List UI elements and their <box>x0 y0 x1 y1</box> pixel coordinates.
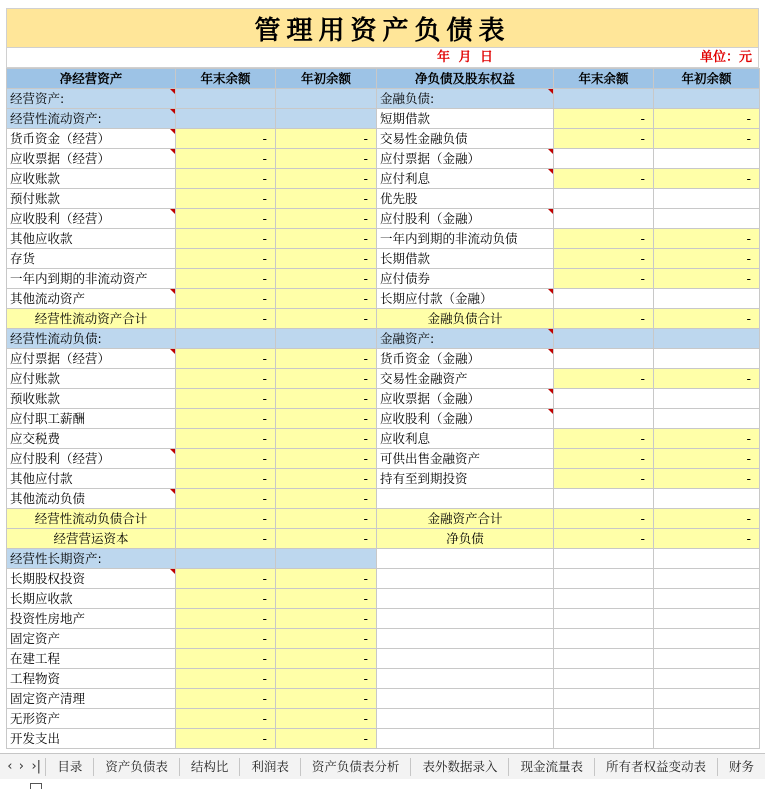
asset-end-balance-cell[interactable] <box>176 329 276 349</box>
liability-label-cell[interactable] <box>377 549 554 569</box>
asset-begin-balance-cell[interactable]: - <box>276 509 377 529</box>
table-row <box>7 89 760 109</box>
liability-begin-balance-cell[interactable] <box>654 389 760 409</box>
asset-end-balance-cell[interactable]: - <box>176 189 276 209</box>
asset-begin-balance-cell[interactable] <box>276 549 377 569</box>
asset-label-cell[interactable]: 应收票据（经营） <box>7 149 176 169</box>
liability-label-cell[interactable]: 应付债券 <box>377 269 554 289</box>
liability-label-cell[interactable] <box>377 709 554 729</box>
liability-begin-balance-cell[interactable]: - <box>654 129 760 149</box>
asset-begin-balance-cell[interactable]: - <box>276 669 377 689</box>
title-cell[interactable] <box>6 8 759 48</box>
liability-end-balance-cell[interactable]: - <box>554 109 654 129</box>
liability-label-cell[interactable]: 货币资金（金融） <box>377 349 554 369</box>
table-row <box>7 729 760 749</box>
liability-label-cell[interactable]: 短期借款 <box>377 109 554 129</box>
table-row <box>7 569 760 589</box>
asset-label-cell[interactable]: 其他流动资产 <box>7 289 176 309</box>
table-row <box>7 409 760 429</box>
table-row <box>7 669 760 689</box>
sheet-tab[interactable]: 财务 <box>717 758 765 776</box>
asset-begin-balance-cell[interactable]: - <box>276 589 377 609</box>
asset-begin-balance-cell[interactable]: - <box>276 209 377 229</box>
liability-begin-balance-cell[interactable] <box>654 189 760 209</box>
table-row <box>7 229 760 249</box>
liability-end-balance-cell[interactable] <box>554 569 654 589</box>
table-row <box>7 129 760 149</box>
liability-end-balance-cell[interactable] <box>554 349 654 369</box>
liability-label-cell[interactable]: 金融资产: <box>377 329 554 349</box>
liability-label-cell[interactable]: 金融资产合计 <box>377 509 554 529</box>
asset-begin-balance-cell[interactable]: - <box>276 229 377 249</box>
asset-begin-balance-cell[interactable]: - <box>276 489 377 509</box>
sheet-tab[interactable]: 目录 <box>45 758 93 776</box>
asset-label-cell[interactable]: 一年内到期的非流动资产 <box>7 269 176 289</box>
status-bar <box>0 779 765 789</box>
liability-label-cell[interactable]: 交易性金融资产 <box>377 369 554 389</box>
liability-label-cell[interactable]: 应收利息 <box>377 429 554 449</box>
liability-end-balance-cell[interactable] <box>554 669 654 689</box>
prev-sheet-icon[interactable]: ‹ <box>7 759 13 774</box>
asset-end-balance-cell[interactable]: - <box>176 229 276 249</box>
liability-end-balance-cell[interactable]: - <box>554 309 654 329</box>
asset-end-balance-cell[interactable]: - <box>176 269 276 289</box>
asset-label-cell[interactable]: 存货 <box>7 249 176 269</box>
asset-begin-balance-cell[interactable]: - <box>276 629 377 649</box>
liability-end-balance-cell[interactable] <box>554 489 654 509</box>
asset-end-balance-cell[interactable]: - <box>176 589 276 609</box>
asset-begin-balance-cell[interactable]: - <box>276 409 377 429</box>
liability-label-cell[interactable]: 可供出售金融资产 <box>377 449 554 469</box>
table-row <box>7 709 760 729</box>
liability-end-balance-cell[interactable] <box>554 89 654 109</box>
asset-begin-balance-cell[interactable]: - <box>276 149 377 169</box>
table-row <box>7 509 760 529</box>
sheet-tab[interactable]: 表外数据录入 <box>410 758 508 776</box>
balance-sheet-table <box>6 68 760 749</box>
liability-label-cell[interactable]: 应收股利（金融） <box>377 409 554 429</box>
sheet-tab-bar <box>0 753 765 779</box>
liability-label-cell[interactable] <box>377 689 554 709</box>
asset-end-balance-cell[interactable]: - <box>176 649 276 669</box>
liability-end-balance-cell[interactable] <box>554 689 654 709</box>
asset-label-cell[interactable]: 经营营运资本 <box>7 529 176 549</box>
table-row <box>7 309 760 329</box>
liability-label-cell[interactable]: 长期借款 <box>377 249 554 269</box>
sheet-tab[interactable]: 利润表 <box>239 758 300 776</box>
asset-begin-balance-cell[interactable]: - <box>276 569 377 589</box>
table-row <box>7 529 760 549</box>
asset-end-balance-cell[interactable]: - <box>176 729 276 749</box>
table-row <box>7 429 760 449</box>
asset-end-balance-cell[interactable]: - <box>176 169 276 189</box>
sheet-tab[interactable]: 资产负债表分析 <box>300 758 411 776</box>
header-cell[interactable]: 年初余额 <box>654 69 760 89</box>
asset-begin-balance-cell[interactable] <box>276 109 377 129</box>
asset-label-cell[interactable]: 货币资金（经营） <box>7 129 176 149</box>
asset-label-cell[interactable]: 工程物资 <box>7 669 176 689</box>
asset-end-balance-cell[interactable]: - <box>176 409 276 429</box>
liability-label-cell[interactable]: 金融负债合计 <box>377 309 554 329</box>
header-cell[interactable]: 净经营资产 <box>7 69 176 89</box>
liability-begin-balance-cell[interactable] <box>654 609 760 629</box>
asset-end-balance-cell[interactable]: - <box>176 569 276 589</box>
asset-begin-balance-cell[interactable]: - <box>276 709 377 729</box>
liability-begin-balance-cell[interactable]: - <box>654 509 760 529</box>
asset-end-balance-cell[interactable]: - <box>176 449 276 469</box>
liability-end-balance-cell[interactable]: - <box>554 249 654 269</box>
asset-end-balance-cell[interactable] <box>176 89 276 109</box>
asset-begin-balance-cell[interactable] <box>276 329 377 349</box>
unit-cell[interactable]: 单位：元 <box>699 50 752 65</box>
asset-label-cell[interactable]: 预收账款 <box>7 389 176 409</box>
asset-begin-balance-cell[interactable]: - <box>276 469 377 489</box>
asset-label-cell[interactable]: 经营性流动资产: <box>7 109 176 129</box>
liability-end-balance-cell[interactable] <box>554 149 654 169</box>
liability-begin-balance-cell[interactable] <box>654 649 760 669</box>
sheet-tab[interactable]: 所有者权益变动表 <box>594 758 717 776</box>
asset-label-cell[interactable]: 经营资产: <box>7 89 176 109</box>
asset-end-balance-cell[interactable]: - <box>176 369 276 389</box>
asset-begin-balance-cell[interactable]: - <box>276 369 377 389</box>
subtitle-row <box>6 48 759 68</box>
liability-begin-balance-cell[interactable] <box>654 669 760 689</box>
asset-begin-balance-cell[interactable]: - <box>276 449 377 469</box>
asset-end-balance-cell[interactable]: - <box>176 429 276 449</box>
liability-begin-balance-cell[interactable] <box>654 729 760 749</box>
table-row <box>7 369 760 389</box>
liability-end-balance-cell[interactable]: - <box>554 509 654 529</box>
asset-label-cell[interactable]: 长期股权投资 <box>7 569 176 589</box>
liability-begin-balance-cell[interactable] <box>654 569 760 589</box>
table-row <box>7 349 760 369</box>
liability-begin-balance-cell[interactable] <box>654 549 760 569</box>
liability-end-balance-cell[interactable]: - <box>554 449 654 469</box>
liability-begin-balance-cell[interactable] <box>654 589 760 609</box>
asset-label-cell[interactable]: 长期应收款 <box>7 589 176 609</box>
header-cell[interactable]: 年初余额 <box>276 69 377 89</box>
liability-end-balance-cell[interactable] <box>554 729 654 749</box>
spreadsheet <box>6 8 759 749</box>
liability-label-cell[interactable] <box>377 729 554 749</box>
table-row <box>7 689 760 709</box>
asset-begin-balance-cell[interactable]: - <box>276 689 377 709</box>
asset-label-cell[interactable]: 在建工程 <box>7 649 176 669</box>
asset-label-cell[interactable]: 无形资产 <box>7 709 176 729</box>
asset-end-balance-cell[interactable]: - <box>176 709 276 729</box>
asset-label-cell[interactable]: 经营性长期资产: <box>7 549 176 569</box>
asset-end-balance-cell[interactable] <box>176 549 276 569</box>
asset-label-cell[interactable]: 应付股利（经营） <box>7 449 176 469</box>
asset-label-cell[interactable]: 经营性流动负债: <box>7 329 176 349</box>
liability-end-balance-cell[interactable] <box>554 289 654 309</box>
table-row <box>7 109 760 129</box>
table-row <box>7 649 760 669</box>
liability-end-balance-cell[interactable] <box>554 329 654 349</box>
table-row <box>7 249 760 269</box>
asset-end-balance-cell[interactable] <box>176 109 276 129</box>
asset-end-balance-cell[interactable]: - <box>176 129 276 149</box>
header-cell[interactable]: 净负债及股东权益 <box>377 69 554 89</box>
table-row <box>7 169 760 189</box>
asset-end-balance-cell[interactable]: - <box>176 469 276 489</box>
asset-label-cell[interactable]: 应收股利（经营） <box>7 209 176 229</box>
table-row <box>7 389 760 409</box>
liability-begin-balance-cell[interactable] <box>654 349 760 369</box>
asset-label-cell[interactable]: 固定资产清理 <box>7 689 176 709</box>
liability-label-cell[interactable]: 交易性金融负债 <box>377 129 554 149</box>
table-row <box>7 469 760 489</box>
asset-end-balance-cell[interactable]: - <box>176 489 276 509</box>
liability-end-balance-cell[interactable] <box>554 549 654 569</box>
liability-begin-balance-cell[interactable]: - <box>654 449 760 469</box>
table-row <box>7 329 760 349</box>
header-cell[interactable]: 年末余额 <box>554 69 654 89</box>
asset-begin-balance-cell[interactable]: - <box>276 309 377 329</box>
liability-begin-balance-cell[interactable]: - <box>654 109 760 129</box>
asset-begin-balance-cell[interactable]: - <box>276 729 377 749</box>
sheet-title: 管理用资产负债表 <box>254 15 511 46</box>
liability-end-balance-cell[interactable]: - <box>554 469 654 489</box>
liability-begin-balance-cell[interactable] <box>654 489 760 509</box>
liability-label-cell[interactable]: 净负债 <box>377 529 554 549</box>
liability-label-cell[interactable] <box>377 669 554 689</box>
header-cell[interactable]: 年末余额 <box>176 69 276 89</box>
liability-label-cell[interactable] <box>377 609 554 629</box>
asset-label-cell[interactable]: 应付票据（经营） <box>7 349 176 369</box>
asset-label-cell[interactable]: 预付账款 <box>7 189 176 209</box>
asset-begin-balance-cell[interactable]: - <box>276 189 377 209</box>
asset-begin-balance-cell[interactable]: - <box>276 349 377 369</box>
liability-begin-balance-cell[interactable] <box>654 689 760 709</box>
liability-begin-balance-cell[interactable] <box>654 709 760 729</box>
table-row <box>7 489 760 509</box>
asset-label-cell[interactable]: 其他应收款 <box>7 229 176 249</box>
asset-label-cell[interactable]: 其他应付款 <box>7 469 176 489</box>
liability-end-balance-cell[interactable] <box>554 209 654 229</box>
liability-end-balance-cell[interactable] <box>554 409 654 429</box>
liability-label-cell[interactable]: 金融负债: <box>377 89 554 109</box>
liability-label-cell[interactable] <box>377 489 554 509</box>
sheet-tab[interactable]: 现金流量表 <box>508 758 594 776</box>
liability-begin-balance-cell[interactable]: - <box>654 309 760 329</box>
asset-begin-balance-cell[interactable]: - <box>276 429 377 449</box>
asset-end-balance-cell[interactable]: - <box>176 209 276 229</box>
liability-end-balance-cell[interactable] <box>554 609 654 629</box>
liability-begin-balance-cell[interactable] <box>654 409 760 429</box>
liability-begin-balance-cell[interactable] <box>654 209 760 229</box>
liability-label-cell[interactable]: 应付票据（金融） <box>377 149 554 169</box>
liability-end-balance-cell[interactable]: - <box>554 229 654 249</box>
liability-begin-balance-cell[interactable] <box>654 89 760 109</box>
asset-begin-balance-cell[interactable]: - <box>276 269 377 289</box>
sheet-tab[interactable]: 结构比 <box>179 758 240 776</box>
asset-end-balance-cell[interactable]: - <box>176 689 276 709</box>
liability-begin-balance-cell[interactable]: - <box>654 529 760 549</box>
sheet-view-icon[interactable] <box>30 783 42 789</box>
liability-begin-balance-cell[interactable] <box>654 289 760 309</box>
liability-begin-balance-cell[interactable]: - <box>654 269 760 289</box>
asset-label-cell[interactable]: 开发支出 <box>7 729 176 749</box>
liability-label-cell[interactable]: 长期应付款（金融） <box>377 289 554 309</box>
liability-label-cell[interactable] <box>377 589 554 609</box>
liability-label-cell[interactable]: 一年内到期的非流动负债 <box>377 229 554 249</box>
asset-begin-balance-cell[interactable] <box>276 89 377 109</box>
table-row <box>7 269 760 289</box>
liability-end-balance-cell[interactable] <box>554 629 654 649</box>
asset-begin-balance-cell[interactable]: - <box>276 609 377 629</box>
liability-begin-balance-cell[interactable]: - <box>654 429 760 449</box>
table-row <box>7 589 760 609</box>
liability-begin-balance-cell[interactable]: - <box>654 229 760 249</box>
asset-label-cell[interactable]: 固定资产 <box>7 629 176 649</box>
liability-begin-balance-cell[interactable]: - <box>654 469 760 489</box>
asset-end-balance-cell[interactable]: - <box>176 309 276 329</box>
liability-begin-balance-cell[interactable]: - <box>654 249 760 269</box>
asset-end-balance-cell[interactable]: - <box>176 669 276 689</box>
liability-end-balance-cell[interactable] <box>554 189 654 209</box>
asset-begin-balance-cell[interactable]: - <box>276 129 377 149</box>
asset-begin-balance-cell[interactable]: - <box>276 529 377 549</box>
table-row <box>7 629 760 649</box>
liability-label-cell[interactable]: 应付利息 <box>377 169 554 189</box>
liability-label-cell[interactable] <box>377 649 554 669</box>
next-sheet-icon[interactable]: › <box>18 759 24 774</box>
asset-end-balance-cell[interactable]: - <box>176 629 276 649</box>
table-row <box>7 549 760 569</box>
table-row <box>7 149 760 169</box>
liability-label-cell[interactable]: 持有至到期投资 <box>377 469 554 489</box>
asset-end-balance-cell[interactable]: - <box>176 529 276 549</box>
liability-end-balance-cell[interactable]: - <box>554 429 654 449</box>
table-row <box>7 289 760 309</box>
last-sheet-icon[interactable]: ›| <box>31 759 42 774</box>
liability-end-balance-cell[interactable] <box>554 389 654 409</box>
table-row <box>7 609 760 629</box>
liability-begin-balance-cell[interactable]: - <box>654 169 760 189</box>
table-row <box>7 189 760 209</box>
header-row <box>7 69 760 89</box>
liability-begin-balance-cell[interactable] <box>654 149 760 169</box>
liability-label-cell[interactable]: 应收票据（金融） <box>377 389 554 409</box>
liability-end-balance-cell[interactable]: - <box>554 269 654 289</box>
asset-begin-balance-cell[interactable]: - <box>276 249 377 269</box>
liability-begin-balance-cell[interactable] <box>654 329 760 349</box>
liability-end-balance-cell[interactable]: - <box>554 529 654 549</box>
liability-label-cell[interactable] <box>377 629 554 649</box>
asset-end-balance-cell[interactable]: - <box>176 609 276 629</box>
table-row <box>7 449 760 469</box>
liability-end-balance-cell[interactable]: - <box>554 129 654 149</box>
liability-end-balance-cell[interactable]: - <box>554 369 654 389</box>
asset-label-cell[interactable]: 经营性流动负债合计 <box>7 509 176 529</box>
liability-label-cell[interactable]: 优先股 <box>377 189 554 209</box>
asset-begin-balance-cell[interactable]: - <box>276 649 377 669</box>
asset-begin-balance-cell[interactable]: - <box>276 389 377 409</box>
asset-label-cell[interactable]: 应收账款 <box>7 169 176 189</box>
asset-begin-balance-cell[interactable]: - <box>276 169 377 189</box>
date-cell[interactable]: 年 月 日 <box>436 50 496 65</box>
sheet-tabs <box>45 758 765 776</box>
asset-label-cell[interactable]: 其他流动负债 <box>7 489 176 509</box>
liability-label-cell[interactable]: 应付股利（金融） <box>377 209 554 229</box>
liability-end-balance-cell[interactable] <box>554 649 654 669</box>
asset-label-cell[interactable]: 投资性房地产 <box>7 609 176 629</box>
asset-end-balance-cell[interactable]: - <box>176 249 276 269</box>
liability-label-cell[interactable] <box>377 569 554 589</box>
asset-end-balance-cell[interactable]: - <box>176 349 276 369</box>
liability-end-balance-cell[interactable] <box>554 589 654 609</box>
asset-label-cell[interactable]: 应交税费 <box>7 429 176 449</box>
liability-end-balance-cell[interactable]: - <box>554 169 654 189</box>
asset-label-cell[interactable]: 应付账款 <box>7 369 176 389</box>
sheet-tab[interactable]: 资产负债表 <box>93 758 179 776</box>
asset-label-cell[interactable]: 经营性流动资产合计 <box>7 309 176 329</box>
asset-end-balance-cell[interactable]: - <box>176 149 276 169</box>
liability-begin-balance-cell[interactable] <box>654 629 760 649</box>
table-row <box>7 209 760 229</box>
asset-begin-balance-cell[interactable]: - <box>276 289 377 309</box>
asset-end-balance-cell[interactable]: - <box>176 509 276 529</box>
asset-label-cell[interactable]: 应付职工薪酬 <box>7 409 176 429</box>
asset-end-balance-cell[interactable]: - <box>176 389 276 409</box>
liability-end-balance-cell[interactable] <box>554 709 654 729</box>
asset-end-balance-cell[interactable]: - <box>176 289 276 309</box>
liability-begin-balance-cell[interactable]: - <box>654 369 760 389</box>
